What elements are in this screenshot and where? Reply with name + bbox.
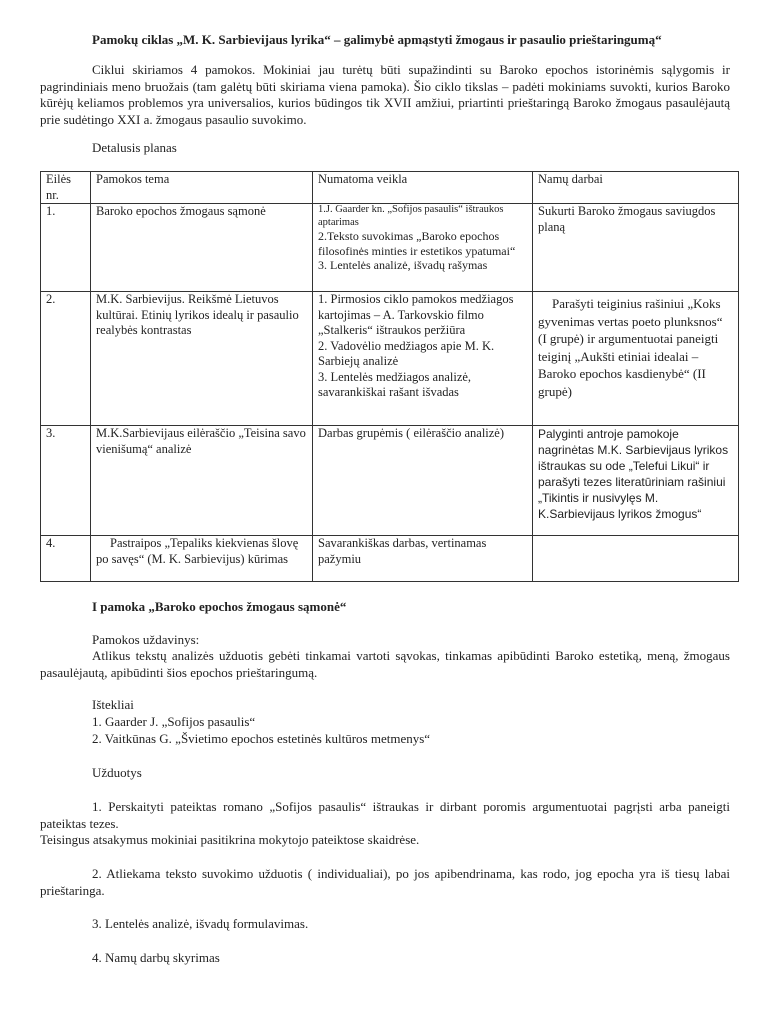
- veikla-item: 1.J. Gaarder kn. „Sofijos pasaulis“ ištraukos aptarimas: [318, 204, 504, 228]
- plan-heading: Detalusis planas: [92, 140, 177, 155]
- row-namu: Sukurti Baroko žmogaus saviugdos planą: [533, 204, 739, 292]
- row-nr: 3.: [41, 426, 91, 536]
- intro-paragraph: [40, 62, 730, 128]
- row-namu: Palyginti antroje pamokoje nagrinėtas M.K. Sarbievijaus lyrikos ištraukas su ode „Telefui Likui“ ir parašyti tezes literatūriniam rašiniui „Tikintis ir nusivylęs M. K.Sarbievijaus lyrikos žmogus“: [533, 426, 739, 536]
- source-item: 2. Vaitkūnas G. „Švietimo epochos estetinės kultūros metmenys“: [92, 731, 431, 746]
- row-nr: 2.: [41, 292, 91, 426]
- veikla-item: 1. Pirmosios ciklo pamokos medžiagos kartojimas – A. Tarkovskio filmo „Stalkeris“ ištraukos peržiūra: [318, 292, 514, 337]
- document-title: Pamokų ciklas „M. K. Sarbievijaus lyrika“ – galimybė apmąstyti žmogaus ir pasaulio prieštaringumą“: [92, 32, 662, 47]
- header-veikla: Numatoma veikla: [313, 172, 533, 204]
- task-note: Teisingus atsakymus mokiniai pasitikrina mokytojo pateiktose skaidrėse.: [40, 832, 420, 847]
- goal-label: Pamokos uždavinys:: [92, 632, 200, 647]
- tasks-label: Užduotys: [92, 765, 142, 780]
- header-namu: Namų darbai: [533, 172, 739, 204]
- task-text: 1. Perskaityti pateiktas romano „Sofijos pasaulis“ ištraukas ir dirbant poromis argumentuotai pagrįsti arba paneigti pateiktas tezes.: [40, 799, 730, 831]
- table-row: [41, 426, 739, 536]
- task-item: 4. Namų darbų skyrimas: [92, 950, 220, 965]
- row-namu: [533, 536, 739, 582]
- goal-paragraph: [40, 648, 730, 681]
- veikla-item: 3. Lentelės analizė, išvadų rašymas: [318, 258, 488, 272]
- task-text: 2. Atliekama teksto suvokimo užduotis ( individualiai), po jos apibendrinama, kas rodo, jog epocha yra iš tiesų labai prieštaringa.: [40, 866, 730, 898]
- row-veikla: Savarankiškas darbas, vertinamas pažymiu: [313, 536, 533, 582]
- row-tema: M.K.Sarbievijaus eilėraščio „Teisina savo vienišumą“ analizė: [91, 426, 313, 536]
- task-item: 3. Lentelės analizė, išvadų formulavimas.: [92, 916, 309, 931]
- namu-text: Parašyti teiginius rašiniui „Koks gyvenimas vertas poeto plunksnos“ (I grupė) ir argumentuotai paneigti teiginį „Aukšti etiniai idealai – Baroko epochos kasdienybė“ (II grupė): [538, 296, 723, 399]
- tema-text: Pastraipos „Tepaliks kiekvienas šlovę po savęs“ (M. K. Sarbievijus) kūrimas: [96, 536, 299, 566]
- row-nr: 4.: [41, 536, 91, 582]
- goal-text: Atlikus tekstų analizės užduotis gebėti tinkamai vartoti sąvokas, tinkamas apibūdinti Baroko estetiką, meną, žmogaus pasaulėjautą, apibūdinti šios epochos prieštaringumą.: [40, 648, 730, 680]
- row-tema: M.K. Sarbievijus. Reikšmė Lietuvos kultūrai. Etinių lyrikos idealų ir pasaulio realybės kontrastas: [91, 292, 313, 426]
- table-row: [41, 204, 739, 292]
- veikla-item: 2. Vadovėlio medžiagos apie M. K. Sarbiejų analizė: [318, 338, 495, 368]
- sources-label: Ištekliai: [92, 697, 134, 712]
- plan-table: [40, 171, 739, 582]
- intro-text: Ciklui skiriamos 4 pamokos. Mokiniai jau turėtų būti supažindinti su Baroko epochos istorinėmis sąlygomis ir pagrindiniais meno bruožais (tam galėtų būti skiriama viena pamoka). Šio ciklo tikslas – padėti mokiniams suvokti, kurios Baroko kūrėjų keliamos problemos yra universalios, kurios būdingos tik XVII amžiui, priartinti prieštaringą Baroko žmogaus pasaulėjautą prie sudėtingo XXI a. žmogaus pasaulio suvokimo.: [40, 62, 730, 127]
- row-tema: Baroko epochos žmogaus sąmonė: [91, 204, 313, 292]
- table-header-row: [41, 172, 739, 204]
- task-item: [40, 866, 730, 899]
- row-veikla: [313, 204, 533, 292]
- row-veikla: Darbas grupėmis ( eilėraščio analizė): [313, 426, 533, 536]
- source-item: 1. Gaarder J. „Sofijos pasaulis“: [92, 714, 256, 729]
- row-namu: [533, 292, 739, 426]
- row-veikla: [313, 292, 533, 426]
- header-nr: Eilės nr.: [41, 172, 91, 204]
- table-row: [41, 536, 739, 582]
- task-item: [40, 799, 730, 832]
- table-row: [41, 292, 739, 426]
- veikla-item: 2.Teksto suvokimas „Baroko epochos filosofinės minties ir estetikos ypatumai“: [318, 229, 516, 258]
- row-tema: [91, 536, 313, 582]
- header-tema: Pamokos tema: [91, 172, 313, 204]
- row-nr: 1.: [41, 204, 91, 292]
- veikla-item: 3. Lentelės medžiagos analizė, savarankiškai rašant išvadas: [318, 369, 472, 399]
- lesson1-heading: I pamoka „Baroko epochos žmogaus sąmonė“: [92, 599, 347, 614]
